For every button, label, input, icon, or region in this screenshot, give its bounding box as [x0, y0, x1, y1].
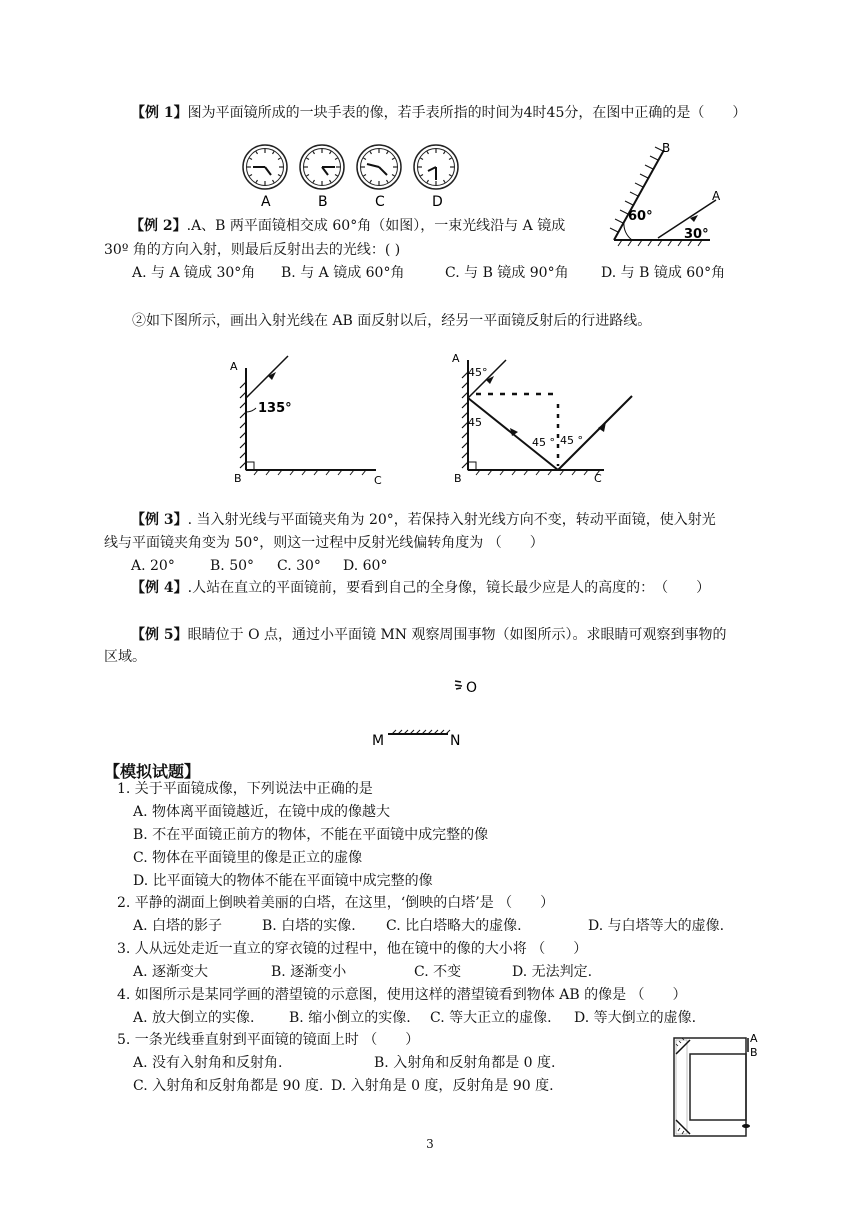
example-4-text: .人站在直立的平面镜前，要看到自己的全身像，镜长最少应是人的高度的： （ ） — [187, 580, 711, 596]
point-m-label: M — [372, 733, 385, 749]
page-number: 3 — [426, 1137, 434, 1151]
clock-c — [357, 145, 401, 189]
example-1 — [131, 104, 746, 122]
question-2-option-a: A. 白塔的影子 — [133, 918, 223, 934]
example-3-tag: 【例 3】 — [131, 512, 188, 528]
question-4-stem: 4. 如图所示是某同学画的潜望镜的示意图，使用这样的潜望镜看到物体 AB 的像是 （ ） — [117, 987, 687, 1003]
question-5-option-d: D. 入射角是 0 度，反射角是 90 度. — [331, 1078, 554, 1094]
example-3-text-1: . 当入射光线与平面镜夹角为 20°，若保持入射光线方向不变，转动平面镜，使入射光 — [187, 512, 716, 528]
clock-label-b: B — [318, 194, 328, 210]
object-a-label: A — [750, 1032, 758, 1045]
example-3-option-d: D. 60° — [343, 558, 388, 574]
example-3-option-b: B. 50° — [210, 558, 255, 574]
eye-icon — [455, 681, 462, 689]
periscope-figure — [664, 1026, 760, 1140]
question-1-option-a: A. 物体离平面镜越近，在镜中成的像越大 — [133, 804, 391, 820]
mirror-b-label: B — [662, 141, 671, 155]
example-5-line-2: 区域。 — [104, 649, 146, 665]
example-2-line-1 — [130, 217, 565, 235]
question-4-option-a: A. 放大倒立的实像. — [133, 1010, 255, 1026]
question-1-option-d: D. 比平面镜大的物体不能在平面镜中成完整的像 — [133, 873, 433, 889]
mirror-a-label: A — [712, 189, 721, 203]
angle-60-label: 60° — [628, 209, 653, 224]
question-1-option-c: C. 物体在平面镜里的像是正立的虚像 — [133, 850, 363, 866]
object-b-label: B — [750, 1046, 758, 1059]
example-1-tag: 【例 1】 — [131, 105, 188, 121]
example-3-line-2: 线与平面镜夹角变为 50°，则这一过程中反射光线偏转角度为 （ ） — [104, 535, 544, 551]
clock-d — [414, 145, 458, 189]
example-5-line-1 — [131, 626, 727, 644]
clock-a — [243, 145, 287, 189]
example-2-option-b: B. 与 A 镜成 60°角 — [281, 265, 405, 281]
point-b-label: B — [454, 472, 462, 485]
example-4-tag: 【例 4】 — [131, 580, 188, 596]
angle-top-label: 45° — [468, 366, 488, 379]
two-mirror-figure — [602, 138, 722, 248]
clock-b — [300, 145, 344, 189]
question-1-option-b: B. 不在平面镜正前方的物体，不能在平面镜中成完整的像 — [133, 827, 489, 843]
example-2-option-c: C. 与 B 镜成 90°角 — [445, 265, 569, 281]
angle-30-label: 30° — [684, 227, 709, 242]
question-3-stem: 3. 人从远处走近一直立的穿衣镜的过程中，他在镜中的像的大小将 （ ） — [117, 941, 588, 957]
question-2-stem: 2. 平静的湖面上倒映着美丽的白塔，在这里，‘倒映的白塔’是 （ ） — [117, 895, 555, 911]
section-title: 【模拟试题】 — [104, 762, 201, 781]
example-2-tag: 【例 2】 — [130, 218, 187, 234]
example-5-tag: 【例 5】 — [131, 627, 188, 643]
question-2-option-d: D. 与白塔等大的虚像. — [588, 918, 725, 934]
angle-left-label: 45 ° — [532, 436, 555, 449]
question-5-option-c: C. 入射角和反射角都是 90 度. — [133, 1078, 324, 1094]
angle-135-label: 135° — [258, 401, 292, 416]
question-3-option-c: C. 不变 — [414, 964, 462, 980]
example-3-option-c: C. 30° — [277, 558, 321, 574]
question-4-option-b: B. 缩小倒立的实像. — [289, 1010, 411, 1026]
example-3-line-1 — [131, 511, 716, 529]
example-2-option-a: A. 与 A 镜成 30°角 — [132, 265, 256, 281]
question-5-option-a: A. 没有入射角和反射角. — [133, 1055, 283, 1071]
example-5-text-1: 眼睛位于 O 点，通过小平面镜 MN 观察周围事物（如图所示）。求眼睛可观察到事物的 — [187, 627, 727, 643]
point-n-label: N — [450, 733, 461, 749]
question-3-option-d: D. 无法判定. — [512, 964, 593, 980]
clock-label-d: D — [432, 194, 443, 210]
point-o-label: O — [466, 680, 478, 696]
point-c-label: C — [374, 474, 382, 487]
eye-mirror-figure — [368, 672, 478, 752]
point-c-label: C — [594, 472, 602, 485]
clocks-figure — [238, 140, 468, 210]
question-4-option-c: C. 等大正立的虚像. — [430, 1010, 552, 1026]
clock-label-a: A — [261, 194, 271, 210]
angle-right-label: 45 ° — [560, 434, 583, 447]
point-a-label: A — [230, 360, 238, 373]
example-1-text: 图为平面镜所成的一块手表的像，若手表所指的时间为4时45分，在图中正确的是（ ） — [187, 105, 747, 121]
question-4-option-d: D. 等大倒立的虚像. — [574, 1010, 697, 1026]
point-b-label: B — [234, 472, 242, 485]
question-3-option-b: B. 逐渐变小 — [271, 964, 347, 980]
question-2-option-c: C. 比白塔略大的虚像. — [386, 918, 522, 934]
example-4 — [131, 579, 710, 597]
example-2-text-1: .A、B 两平面镜相交成 60°角（如图），一束光线沿与 A 镜成 — [186, 218, 566, 234]
question-3-option-a: A. 逐渐变大 — [133, 964, 209, 980]
question-5-option-b: B. 入射角和反射角都是 0 度. — [374, 1055, 556, 1071]
question-5-stem: 5. 一条光线垂直射到平面镜的镜面上时 （ ） — [117, 1032, 420, 1048]
l-mirror-figure-2 — [448, 348, 648, 488]
angle-side-label: 45 — [468, 416, 482, 429]
question-1-stem: 1. 关于平面镜成像，下列说法中正确的是 — [117, 781, 373, 797]
example-2-part-2: ②如下图所示，画出入射光线在 AB 面反射以后，经另一平面镜反射后的行进路线。 — [132, 313, 652, 329]
question-2-option-b: B. 白塔的实像. — [262, 918, 356, 934]
l-mirror-figure-1 — [224, 348, 394, 488]
clock-label-c: C — [375, 194, 385, 210]
example-2-line-2: 30º 角的方向入射，则最后反射出去的光线：( ) — [104, 242, 401, 258]
example-2-option-d: D. 与 B 镜成 60°角 — [601, 265, 726, 281]
example-3-option-a: A. 20° — [131, 558, 175, 574]
point-a-label: A — [452, 352, 460, 365]
